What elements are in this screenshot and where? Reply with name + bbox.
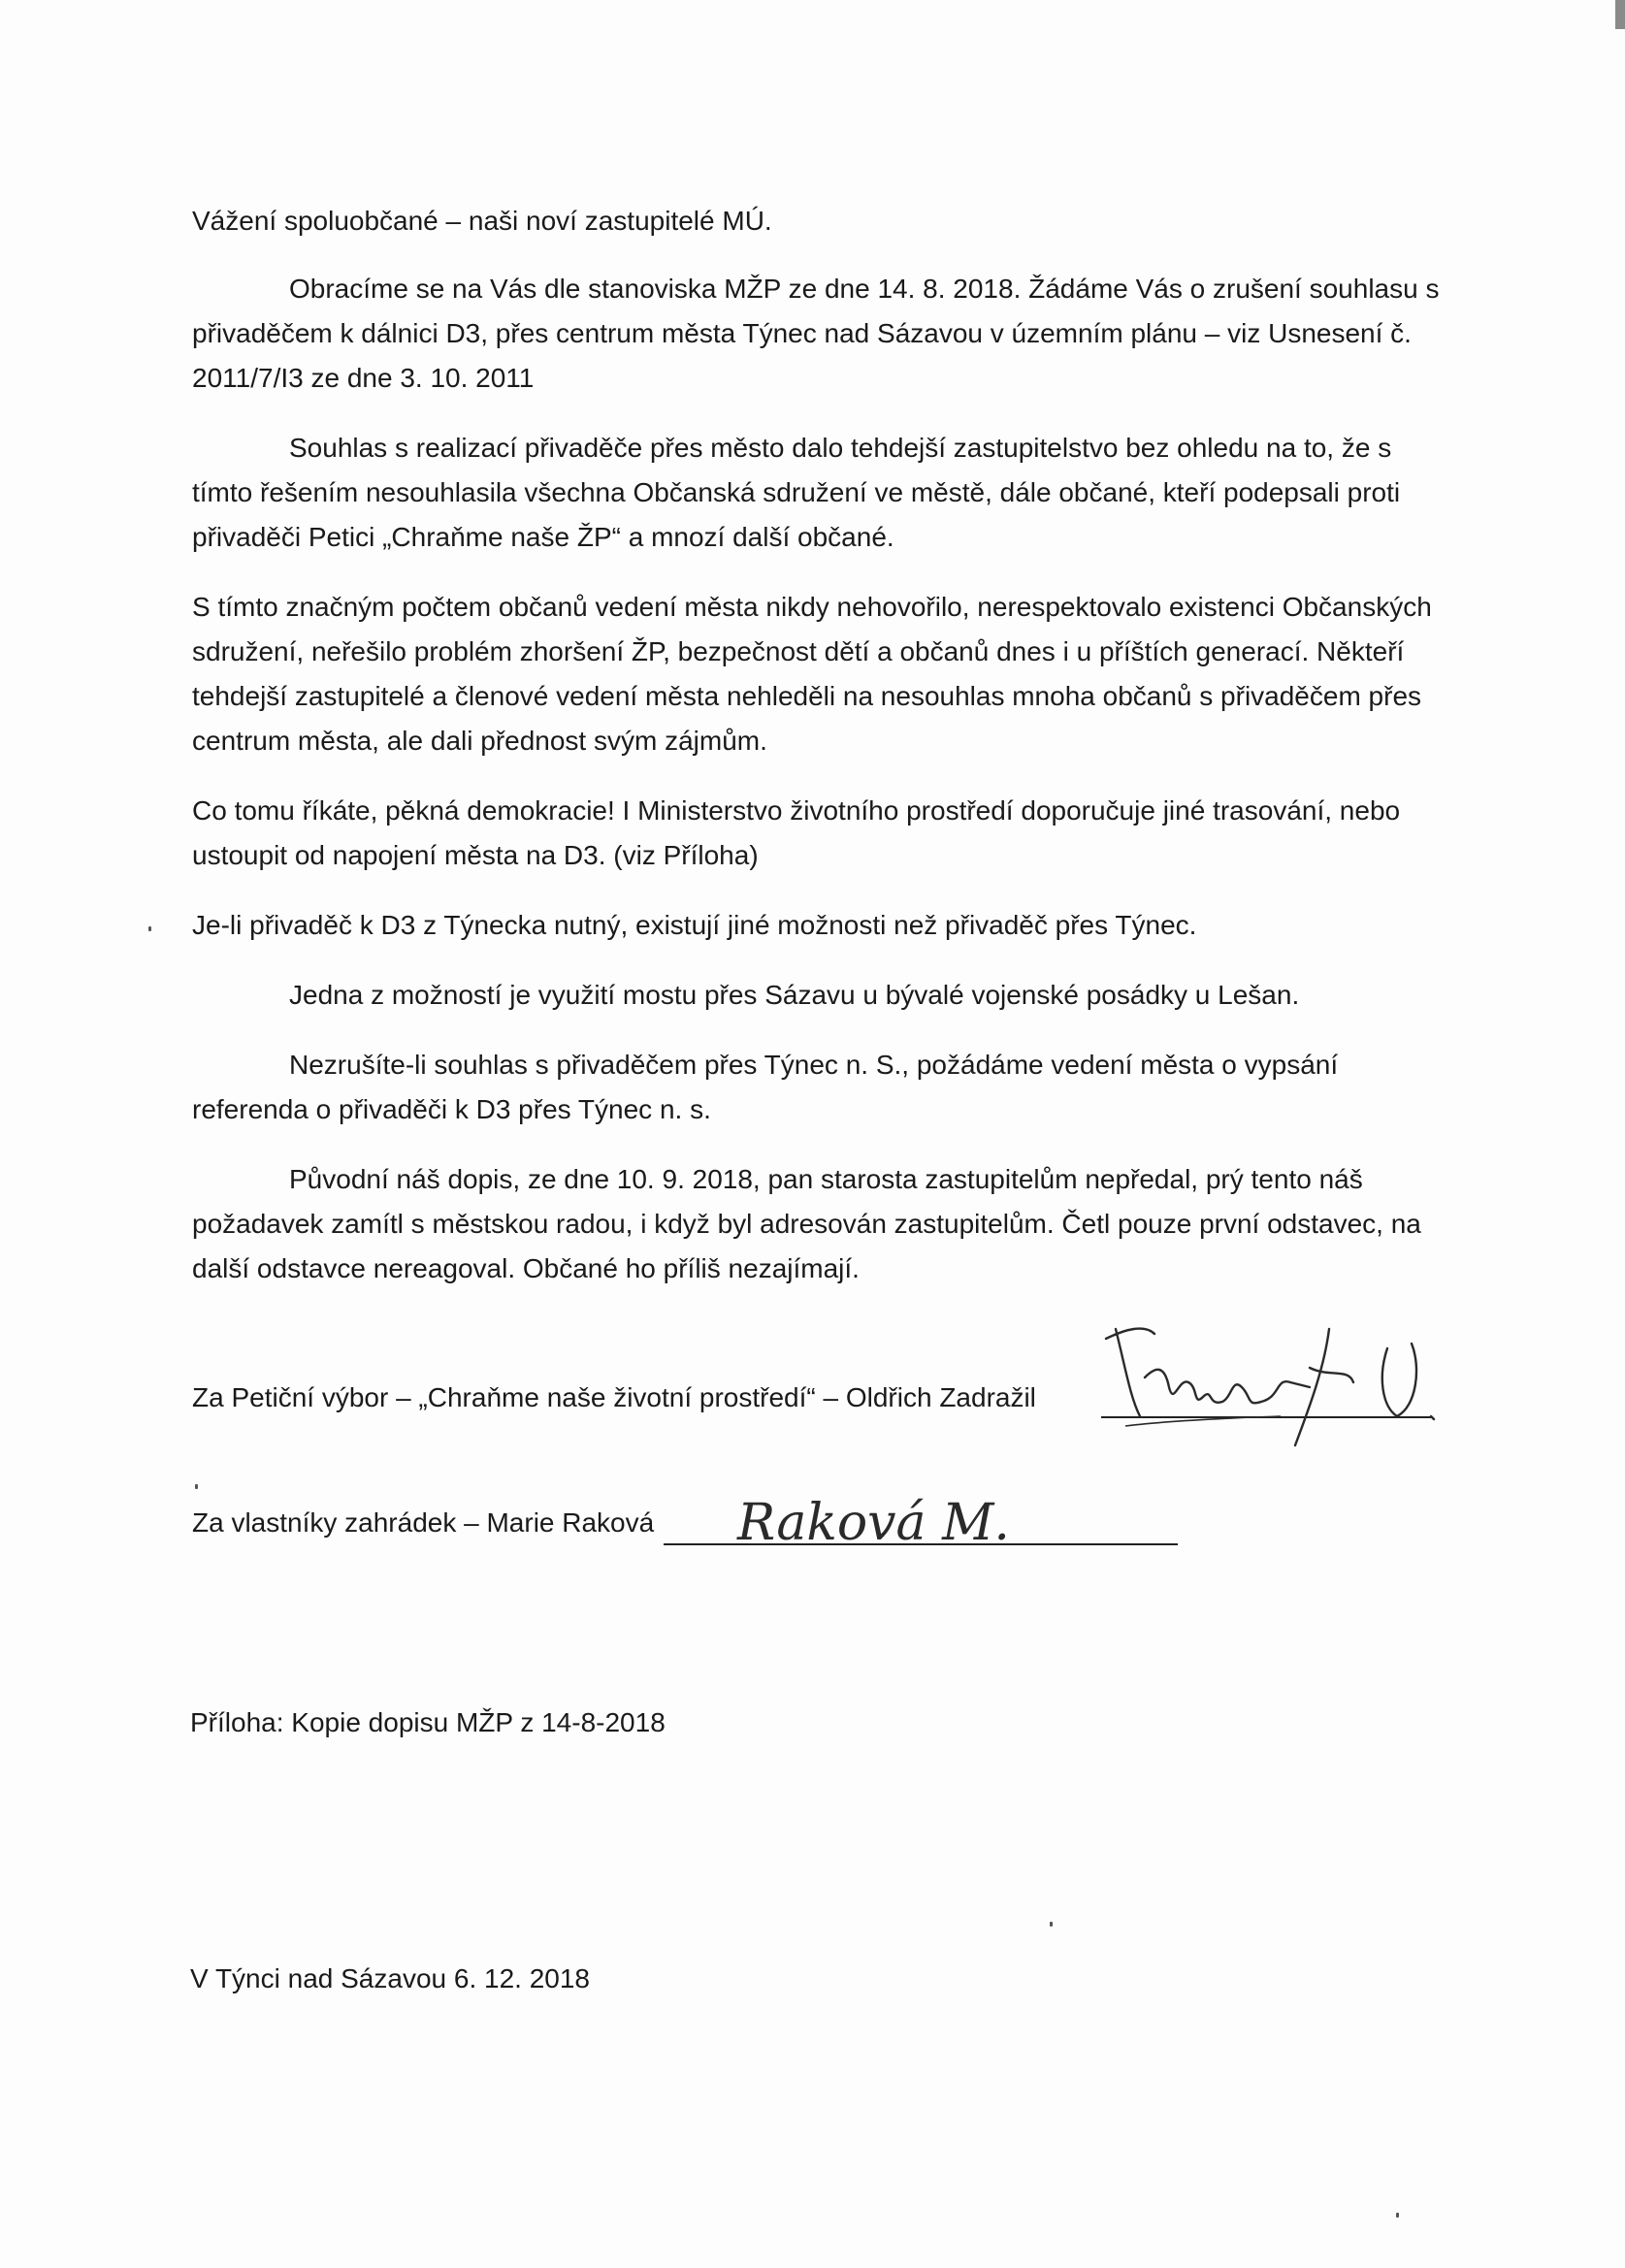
- paragraph-consent-history: Souhlas s realizací přivaděče přes město dalo tehdejší zastupitelstvo bez ohledu na to, že s tímto řešením nesouhlasila všechna Občanská sdružení ve městě, dále občané, kteří podepsali proti přivaděči Petici „Chraňme naše ŽP“ a mnozí další občané.: [192, 433, 1401, 552]
- signature-committee-label: Za Petiční výbor – „Chraňme naše životní prostředí“ – Oldřich Zadražil: [192, 1382, 1036, 1412]
- scan-speck: [195, 1484, 198, 1489]
- signature-gardens-blank: [664, 1510, 1178, 1545]
- paragraph-democracy: Co tomu říkáte, pěkná demokracie! I Ministerstvo životního prostředí doporučuje jiné trasování, nebo ustoupit od napojení města na D3. (viz Příloha): [192, 795, 1401, 870]
- paragraph-referendum: Nezrušíte-li souhlas s přivaděčem přes Týnec n. S., požádáme vedení města o vypsání referenda o přivaděči k D3 přes Týnec n. s.: [192, 1050, 1339, 1124]
- paragraph-city-management: S tímto značným počtem občanů vedení města nikdy nehovořilo, nerespektovalo existenci Občanských sdružení, neřešilo problém zhoršení ŽP, bezpečnost dětí a občanů dnes i u příštích generací. Někteří tehdejší zastupitelé a členové vedení města nehleděli na nesouhlas mnoha občanů s přivaděčem přes centrum města, ale dali přednost svým zájmům.: [192, 592, 1432, 756]
- signature-gardens-label: Za vlastníky zahrádek – Marie Raková: [192, 1507, 655, 1538]
- scan-speck: [1396, 2213, 1399, 2218]
- letter-body: [192, 199, 1453, 1316]
- place-and-date: V Týnci nad Sázavou 6. 12. 2018: [190, 1963, 590, 1993]
- paragraph-bridge-option: Jedna z možností je využití mostu přes Sázavu u bývalé vojenské posádky u Lešan.: [289, 980, 1300, 1010]
- handwritten-signature-zadrazil: [1087, 1310, 1455, 1455]
- letter-greeting: Vážení spoluobčané – naši noví zastupitelé MÚ.: [192, 206, 772, 236]
- signature-committee-line: [192, 1376, 1036, 1420]
- signature-committee-underline: [1101, 1416, 1431, 1418]
- paragraph-alternatives: Je-li přivaděč k D3 z Týnecka nutný, existují jiné možnosti než přivaděč přes Týnec.: [192, 910, 1197, 940]
- scan-speck: [148, 926, 151, 931]
- paragraph-original-letter: Původní náš dopis, ze dne 10. 9. 2018, pan starosta zastupitelům nepředal, prý tento náš požadavek zamítl s městskou radou, i když byl adresován zastupitelům. Četl pouze první odstavec, na další odstavce nereagoval. Občané ho příliš nezajímají.: [192, 1164, 1421, 1283]
- signature-gardens-line: [192, 1501, 1178, 1545]
- scan-speck: [1050, 1922, 1053, 1927]
- scan-edge-mark: [1615, 0, 1625, 29]
- attachment-note: Příloha: Kopie dopisu MŽP z 14-8-2018: [190, 1707, 666, 1737]
- paragraph-request: Obracíme se na Vás dle stanoviska MŽP ze dne 14. 8. 2018. Žádáme Vás o zrušení souhlasu s přivaděčem k dálnici D3, přes centrum města Týnec nad Sázavou v územním plánu – viz Usnesení č. 2011/7/I3 ze dne 3. 10. 2011: [192, 274, 1440, 393]
- svg-text:Raková M.: Raková M.: [737, 1494, 1010, 1552]
